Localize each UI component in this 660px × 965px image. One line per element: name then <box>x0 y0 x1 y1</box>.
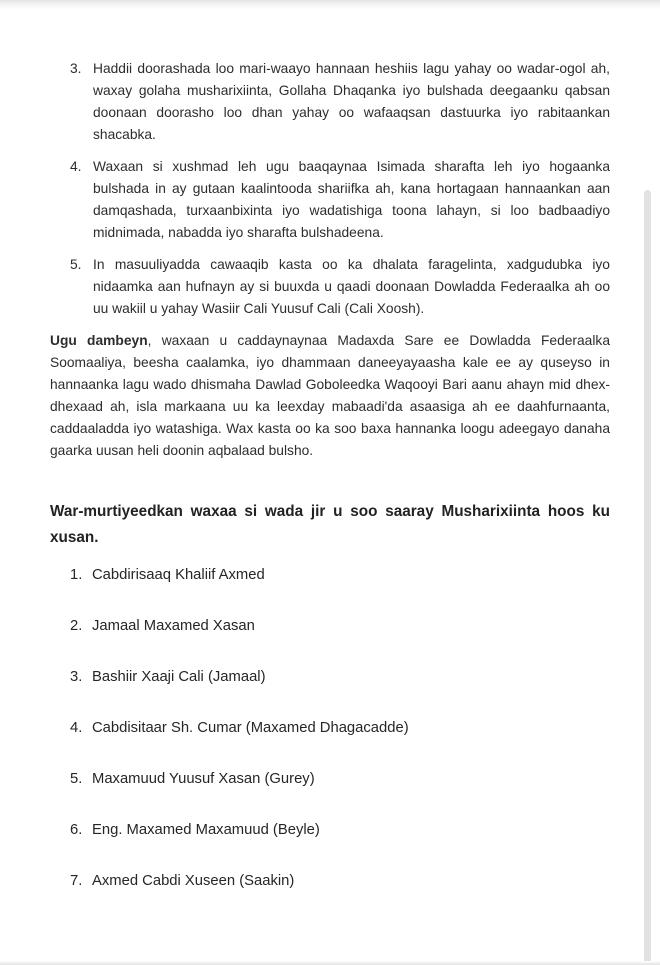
list-item <box>50 254 610 320</box>
point-text: In masuuliyadda cawaaqib kasta oo ka dhalata faragelinta, xadgudubka iyo nidaamka aan hufnayn ay si buuxda u qaadi doonaan Dowladda Federaalka ah oo uu wakiil u yahay Wasiir Cali Yuusuf Cali (Cali Xoosh). <box>93 257 610 316</box>
point-text: Haddii doorashada loo mari-waayo hannaan heshiis lagu yahay oo wadar-ogol ah, waxay golaha musharixiinta, Gollaha Dhaqanka iyo bulshada deegaanku qabsan doonaan doorasho loo dhan yahay oo wafaaqsan dastuurka iyo rabitaankan shacabka. <box>93 61 610 142</box>
bottom-edge-shadow <box>0 961 660 965</box>
list-item <box>50 871 610 891</box>
signatory-name: Eng. Maxamed Maxamuud (Beyle) <box>92 822 320 838</box>
point-number: 3. <box>70 61 82 76</box>
point-text: Waxaan si xushmad leh ugu baaqaynaa Isimada sharafta leh iyo hogaanka bulshada in ay gutaan kaalintooda shariifka ah, kana hortagaan hannaankan aan damqashada, turxaanbixinta iyo wadatishiga toona lahayn, si loo badbaadiyo midnimada, nabadda iyo sharafta bulshadeena. <box>93 159 610 240</box>
closing-paragraph <box>50 330 610 462</box>
signatory-name: Maxamuud Yuusuf Xasan (Gurey) <box>92 771 315 787</box>
list-item <box>50 156 610 244</box>
signatory-name: Jamaal Maxamed Xasan <box>92 618 255 634</box>
list-item <box>50 820 610 840</box>
point-number: 5. <box>70 257 82 272</box>
signatory-number: 1. <box>70 567 83 583</box>
signatory-number: 4. <box>70 720 83 736</box>
numbered-points <box>50 58 610 320</box>
signatory-number: 7. <box>70 873 83 889</box>
signatory-name: Cabdisitaar Sh. Cumar (Maxamed Dhagacadde) <box>92 720 409 736</box>
signatory-number: 3. <box>70 669 83 685</box>
signatory-name: Bashiir Xaaji Cali (Jamaal) <box>92 669 266 685</box>
scrollbar-thumb[interactable] <box>644 190 651 965</box>
closing-text: , waxaan u caddaynaynaa Madaxda Sare ee Dowladda Federaalka Soomaaliya, beesha caalamka, iyo dhammaan daneeyayaasha kale ee ay quseyso in hannaanka lagu wado dhismaha Dawlad Goboleedka Waqooyi Bari aanu ahayn mid dhex-dhexaad ah, isla markaana uu ka leexday mabaadi'da asaasiga ah ee daahfurnaanta, caddaaladda iyo watashiga. Wax kasta oo ka soo baxa hannanka loogu adeegayo danaha gaarka uusan heli doonin aqbalaad bulsho. <box>50 333 610 458</box>
list-item <box>50 616 610 636</box>
signatory-name: Axmed Cabdi Xuseen (Saakin) <box>92 873 295 889</box>
list-item <box>50 718 610 738</box>
signatory-number: 6. <box>70 822 83 838</box>
signatory-name: Cabdirisaaq Khaliif Axmed <box>92 567 265 583</box>
signatories-heading: War-murtiyeedkan waxaa si wada jir u soo saaray Musharixiinta hoos ku xusan. <box>50 503 610 546</box>
list-item <box>50 58 610 146</box>
list-item <box>50 667 610 687</box>
point-number: 4. <box>70 159 82 174</box>
list-item <box>50 565 610 585</box>
closing-lead: Ugu dambeyn <box>50 333 148 348</box>
list-item <box>50 769 610 789</box>
signatories-list <box>50 565 610 891</box>
signatory-number: 5. <box>70 771 83 787</box>
signatory-number: 2. <box>70 618 83 634</box>
